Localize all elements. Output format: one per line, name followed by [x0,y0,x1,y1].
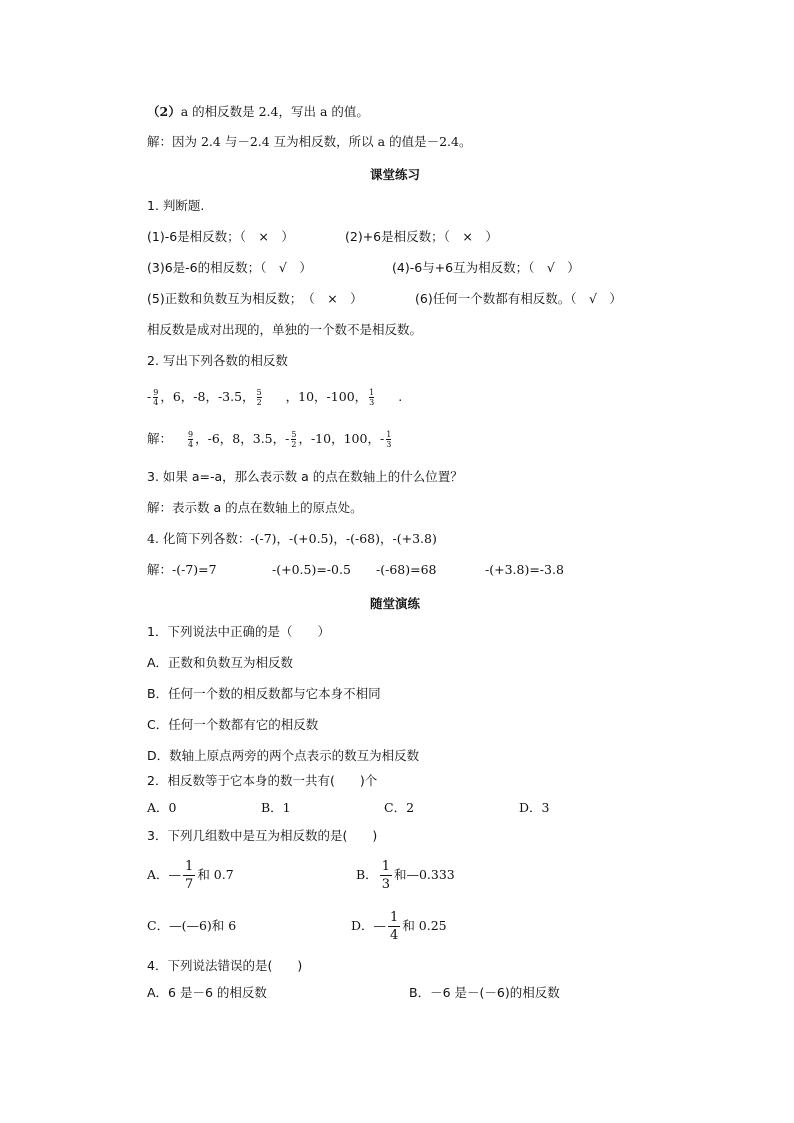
d4-title: 4．下列说法错误的是( ) [147,958,303,973]
q3-answer: 解：表示数 a 的点在数轴上的原点处。 [147,500,363,515]
d2-title: 2．相反数等于它本身的数一共有( )个 [147,773,378,788]
q3-title: 3. 如果 a=-a，那么表示数 a 的点在数轴上的什么位置？ [147,469,463,484]
fraction-1-3: $\frac{1}{3}$ [369,388,375,407]
q2-title: 2. 写出下列各数的相反数 [147,353,288,368]
answer-fraction-5-2: $\frac{5}{2}$ [291,430,297,449]
d4-option-a: A．6 是－6 的相反数 [147,985,267,1000]
section-heading-drill: 随堂演练 [370,596,421,611]
q1-item-2: (2)+6是相反数；（ × ） [345,229,498,244]
d2-option-c: C．2 [384,800,415,815]
section-heading-class-practice: 课堂练习 [370,167,421,182]
d2-option-d: D．3 [519,800,550,815]
d1-option-a: A．正数和负数互为相反数 [147,655,294,670]
example-2-answer: 解：因为 2.4 与－2.4 互为相反数，所以 a 的值是－2.4。 [147,134,472,149]
q2-answer: 解： $\frac{9}{4}$ ，-6，8，3.5，- $\frac{5}{2}$ ，-10，100，- $\frac{1}{3}$ [147,430,392,449]
q1-item-4: (4)-6与+6互为相反数；（ √ ） [392,260,580,275]
d1-title: 1．下列说法中正确的是（ ） [147,624,330,639]
d3-title: 3．下列几组数中是互为相反数的是( ) [147,828,378,843]
q1-title: 1. 判断题. [147,198,205,213]
d1-option-b: B．任何一个数的相反数都与它本身不相同 [147,686,381,701]
q4-answer-1: 解：-(-7)=7 [147,562,217,577]
example-2-question [147,104,369,120]
example-2-text: a 的相反数是 2.4，写出 a 的值。 [180,104,369,119]
q4-answer-3: -(-68)=68 [376,562,437,577]
q1-item-5: (5)正数和负数互为相反数； （ × ） [147,291,363,306]
fraction-9-4: $\frac{9}{4}$ [153,388,159,407]
answer-fraction-1-3: $\frac{1}{3}$ [386,430,392,449]
q1-item-3: (3)6是-6的相反数；（ √ ） [147,260,312,275]
answer-fraction-9-4: $\frac{9}{4}$ [188,430,194,449]
d4-option-b: B．－6 是－(－6)的相反数 [409,985,560,1000]
d1-option-c: C．任何一个数都有它的相反数 [147,717,319,732]
fraction-5-2: $\frac{5}{2}$ [256,388,262,407]
q1-item-6: (6)任何一个数都有相反数。（ √ ） [415,291,622,306]
d3-option-a: A．— $\frac{1}{7}$ 和 0.7 [147,859,234,892]
fraction-1-3-b: $\frac{1}{3}$ [381,859,390,892]
d2-option-a: A．0 [147,800,177,815]
example-2-number: （2） [147,104,181,119]
q2-number-list: - $\frac{9}{4}$ ，6，-8，-3.5， $\frac{5}{2}$ ，10，-100， $\frac{1}{3}$ . [147,388,403,407]
q4-title: 4. 化简下列各数：-(-7)，-(+0.5)，-(-68)，-(+3.8) [147,531,437,546]
q1-item-1: (1)-6是相反数；（ × ） [147,229,294,244]
fraction-1-7: $\frac{1}{7}$ [185,859,194,892]
d2-option-b: B．1 [261,800,291,815]
q4-answer-2: -(+0.5)=-0.5 [272,562,351,577]
d3-option-d: D．— $\frac{1}{4}$ 和 0.25 [351,910,447,943]
d3-option-b: B． $\frac{1}{3}$ 和—0.333 [356,859,455,892]
q1-note: 相反数是成对出现的，单独的一个数不是相反数。 [147,322,423,337]
d1-option-d: D．数轴上原点两旁的两个点表示的数互为相反数 [147,748,420,763]
d3-option-c: C．—(—6)和 6 [147,918,237,933]
q4-answer-4: -(+3.8)=-3.8 [485,562,564,577]
fraction-1-4: $\frac{1}{4}$ [390,910,399,943]
